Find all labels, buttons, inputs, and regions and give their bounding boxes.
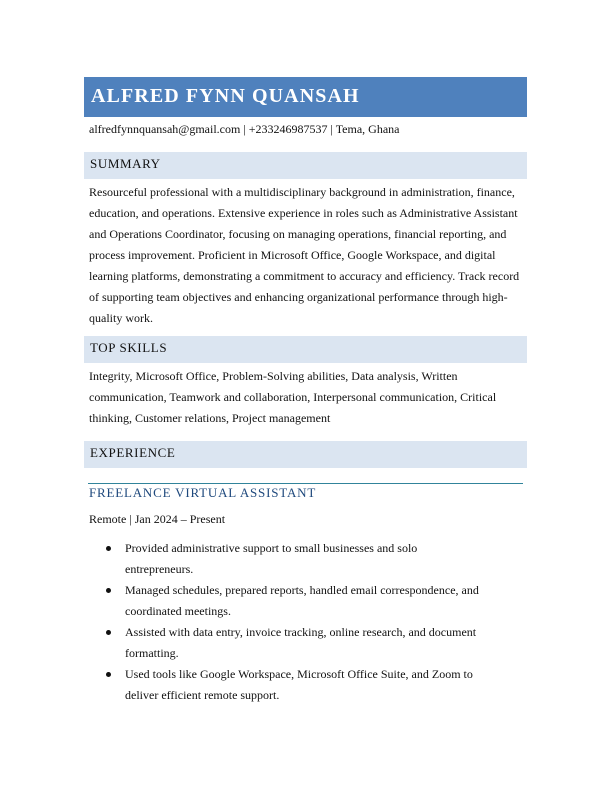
list-item	[84, 538, 527, 580]
resume-page	[84, 77, 527, 706]
name-banner	[84, 77, 527, 117]
experience-heading: EXPERIENCE	[84, 441, 527, 468]
bullet-text: Provided administrative support to small businesses and solo entrepreneurs.	[125, 541, 418, 576]
bullet-text: Used tools like Google Workspace, Microsoft Office Suite, and Zoom to deliver efficient remote support.	[125, 667, 473, 702]
bullet-icon	[106, 546, 111, 551]
list-item	[84, 622, 527, 664]
bullet-icon	[106, 630, 111, 635]
bullet-text: Assisted with data entry, invoice tracking, online research, and document formatting.	[125, 625, 477, 660]
contact-line: alfredfynnquansah@gmail.com | +233246987537 | Tema, Ghana	[89, 122, 400, 136]
list-item	[84, 664, 527, 706]
job-meta: Remote | Jan 2024 – Present	[89, 512, 226, 526]
skills-heading: TOP SKILLS	[84, 336, 527, 363]
job-divider	[88, 483, 523, 484]
job-title: FREELANCE VIRTUAL ASSISTANT	[89, 485, 317, 500]
summary-heading: SUMMARY	[84, 152, 527, 179]
job-entry	[84, 483, 527, 706]
bullet-icon	[106, 672, 111, 677]
job-bullets	[84, 538, 527, 706]
skills-text: Integrity, Microsoft Office, Problem-Solving abilities, Data analysis, Written communication, Teamwork and collaboration, Interpersonal communication, Critical thinking, Customer relations, Project management	[89, 369, 497, 425]
summary-text: Resourceful professional with a multidisciplinary background in administration, finance, education, and operations. Extensive experience in roles such as Administrative Assistant and Operations Coordinator, focusing on managing operations, financial reporting, and process improvement. Proficient in Microsoft Office, Google Workspace, and digital learning platforms, demonstrating a commitment to accuracy and efficiency. Track record of supporting team objectives and enhancing organizational performance through high-quality work.	[89, 185, 520, 325]
bullet-text: Managed schedules, prepared reports, handled email correspondence, and coordinated meetings.	[125, 583, 479, 618]
list-item	[84, 580, 527, 622]
candidate-name: ALFRED FYNN QUANSAH	[91, 85, 360, 107]
bullet-icon	[106, 588, 111, 593]
